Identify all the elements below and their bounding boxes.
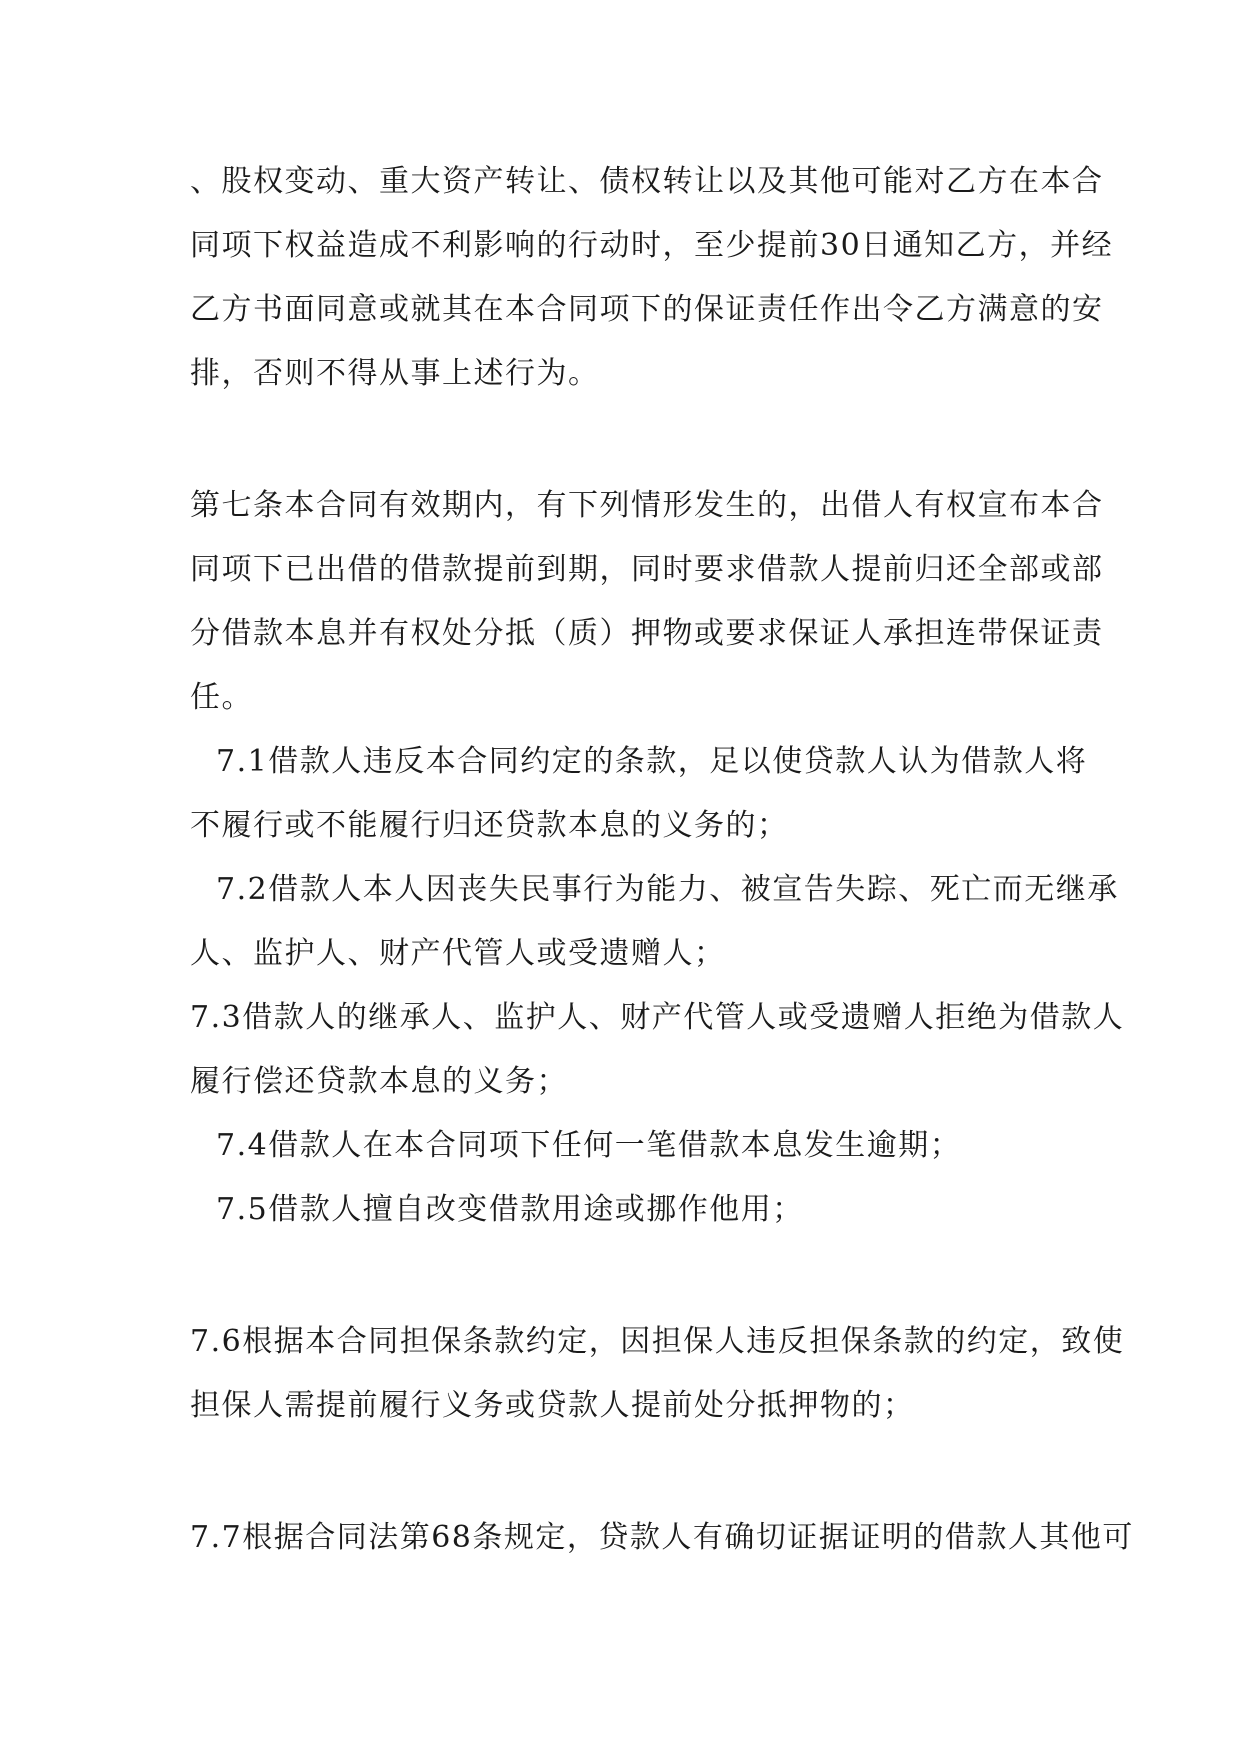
clause-7-2: 7.2借款人本人因丧失民事行为能力、被宣告失踪、死亡而无继承	[216, 872, 1119, 907]
article-7-heading: 第七条本合同有效期内，有下列情形发生的，出借人有权宣布本合	[190, 488, 1104, 523]
clause-7-1: 7.1借款人违反本合同约定的条款，足以使贷款人认为借款人将	[216, 744, 1088, 779]
text-line: 同项下权益造成不利影响的行动时，至少提前30日通知乙方，并经	[190, 228, 1114, 263]
clause-7-7: 7.7根据合同法第68条规定，贷款人有确切证据证明的借款人其他可	[190, 1520, 1134, 1555]
text-line: 不履行或不能履行归还贷款本息的义务的；	[190, 808, 789, 843]
text-line: 履行偿还贷款本息的义务；	[190, 1064, 568, 1099]
clause-7-4: 7.4借款人在本合同项下任何一笔借款本息发生逾期；	[216, 1128, 962, 1163]
clause-7-6: 7.6根据本合同担保条款约定，因担保人违反担保条款的约定，致使	[190, 1324, 1125, 1359]
text-line: 乙方书面同意或就其在本合同项下的保证责任作出令乙方满意的安	[190, 292, 1104, 327]
clause-7-3: 7.3借款人的继承人、监护人、财产代管人或受遗赠人拒绝为借款人	[190, 1000, 1125, 1035]
text-line: 同项下已出借的借款提前到期，同时要求借款人提前归还全部或部	[190, 552, 1104, 587]
text-line: 、股权变动、重大资产转让、债权转让以及其他可能对乙方在本合	[190, 164, 1104, 199]
text-line: 分借款本息并有权处分抵（质）押物或要求保证人承担连带保证责	[190, 616, 1104, 651]
text-line: 任。	[190, 680, 253, 715]
text-line: 排，否则不得从事上述行为。	[190, 356, 600, 391]
text-line: 人、监护人、财产代管人或受遗赠人；	[190, 936, 726, 971]
text-line: 担保人需提前履行义务或贷款人提前处分抵押物的；	[190, 1388, 915, 1423]
clause-7-5: 7.5借款人擅自改变借款用途或挪作他用；	[216, 1192, 804, 1227]
